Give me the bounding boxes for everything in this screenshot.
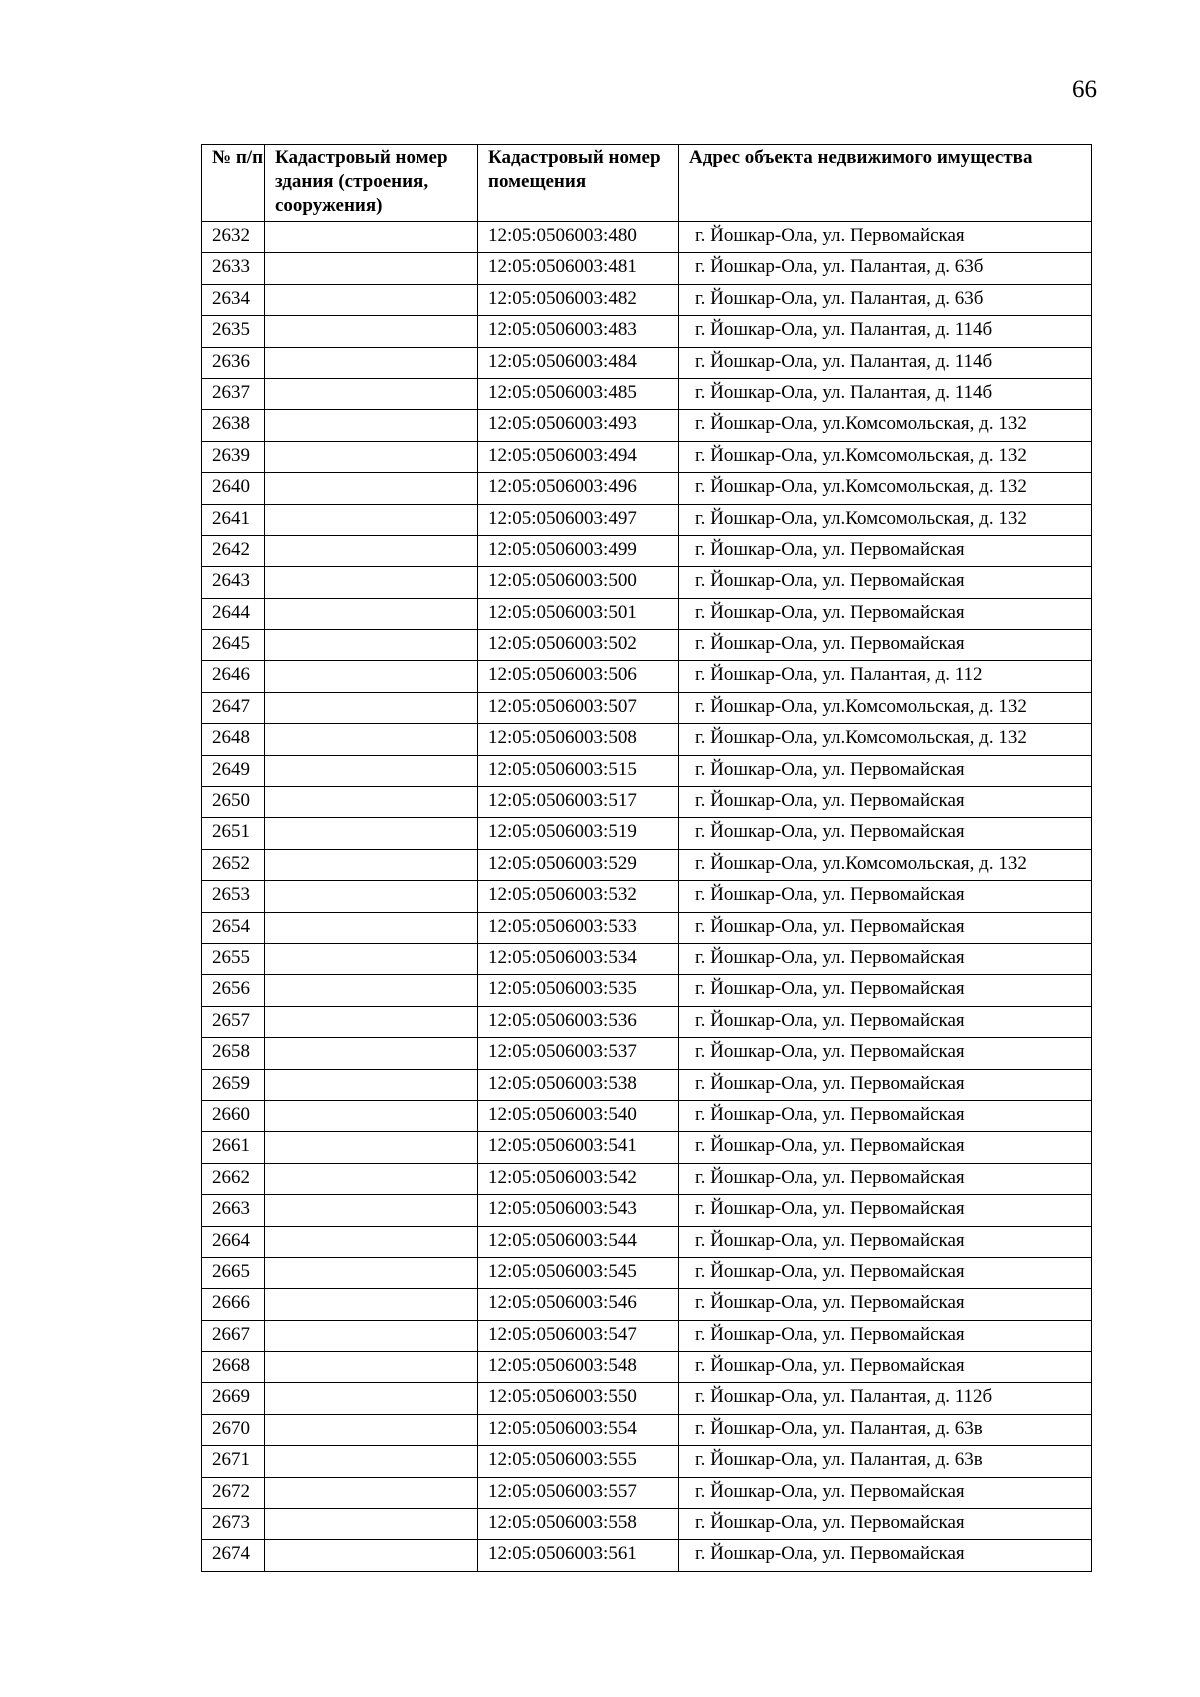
table-row	[202, 1352, 1092, 1383]
cell-building-cadastral	[265, 943, 478, 974]
table-row	[202, 724, 1092, 755]
cell-building-cadastral	[265, 755, 478, 786]
cell-building-cadastral	[265, 1289, 478, 1320]
cell-building-cadastral	[265, 316, 478, 347]
table-row	[202, 692, 1092, 723]
table-row	[202, 567, 1092, 598]
cell-room-cadastral: 12:05:0506003:501	[478, 598, 679, 629]
cell-building-cadastral	[265, 473, 478, 504]
cell-address: г. Йошкар-Ола, ул. Первомайская	[679, 1509, 1092, 1540]
cell-building-cadastral	[265, 975, 478, 1006]
cell-room-cadastral: 12:05:0506003:500	[478, 567, 679, 598]
cell-address: г. Йошкар-Ола, ул. Палантая, д. 112б	[679, 1383, 1092, 1414]
cell-building-cadastral	[265, 1320, 478, 1351]
cell-num: 2656	[202, 975, 265, 1006]
table-row	[202, 284, 1092, 315]
cell-room-cadastral: 12:05:0506003:494	[478, 441, 679, 472]
cell-building-cadastral	[265, 284, 478, 315]
cell-building-cadastral	[265, 692, 478, 723]
cell-room-cadastral: 12:05:0506003:508	[478, 724, 679, 755]
table-row	[202, 881, 1092, 912]
cell-num: 2640	[202, 473, 265, 504]
cell-num: 2644	[202, 598, 265, 629]
cell-num: 2674	[202, 1540, 265, 1571]
cell-building-cadastral	[265, 378, 478, 409]
property-registry-table	[201, 144, 1092, 1572]
cell-room-cadastral: 12:05:0506003:496	[478, 473, 679, 504]
table-row	[202, 975, 1092, 1006]
cell-num: 2670	[202, 1414, 265, 1445]
cell-room-cadastral: 12:05:0506003:558	[478, 1509, 679, 1540]
cell-address: г. Йошкар-Ола, ул. Первомайская	[679, 1006, 1092, 1037]
cell-num: 2666	[202, 1289, 265, 1320]
header-row	[202, 145, 1092, 222]
cell-address: г. Йошкар-Ола, ул. Первомайская	[679, 912, 1092, 943]
cell-building-cadastral	[265, 1446, 478, 1477]
cell-building-cadastral	[265, 1477, 478, 1508]
cell-address: г. Йошкар-Ола, ул. Первомайская	[679, 1195, 1092, 1226]
cell-building-cadastral	[265, 441, 478, 472]
cell-num: 2657	[202, 1006, 265, 1037]
table-row	[202, 1163, 1092, 1194]
table-row	[202, 1289, 1092, 1320]
table-row	[202, 504, 1092, 535]
cell-num: 2636	[202, 347, 265, 378]
cell-address: г. Йошкар-Ола, ул. Палантая, д. 63в	[679, 1414, 1092, 1445]
table-row	[202, 818, 1092, 849]
table-row	[202, 1414, 1092, 1445]
cell-address: г. Йошкар-Ола, ул. Первомайская	[679, 1132, 1092, 1163]
cell-room-cadastral: 12:05:0506003:542	[478, 1163, 679, 1194]
cell-address: г. Йошкар-Ола, ул.Комсомольская, д. 132	[679, 473, 1092, 504]
table-row	[202, 630, 1092, 661]
cell-room-cadastral: 12:05:0506003:532	[478, 881, 679, 912]
cell-room-cadastral: 12:05:0506003:517	[478, 787, 679, 818]
cell-address: г. Йошкар-Ола, ул. Первомайская	[679, 881, 1092, 912]
cell-room-cadastral: 12:05:0506003:519	[478, 818, 679, 849]
cell-num: 2639	[202, 441, 265, 472]
cell-building-cadastral	[265, 630, 478, 661]
table-row	[202, 787, 1092, 818]
cell-room-cadastral: 12:05:0506003:550	[478, 1383, 679, 1414]
cell-room-cadastral: 12:05:0506003:561	[478, 1540, 679, 1571]
cell-building-cadastral	[265, 1226, 478, 1257]
cell-num: 2652	[202, 849, 265, 880]
cell-room-cadastral: 12:05:0506003:497	[478, 504, 679, 535]
cell-num: 2664	[202, 1226, 265, 1257]
cell-address: г. Йошкар-Ола, ул.Комсомольская, д. 132	[679, 504, 1092, 535]
cell-building-cadastral	[265, 1069, 478, 1100]
table-row	[202, 1100, 1092, 1131]
cell-building-cadastral	[265, 535, 478, 566]
cell-building-cadastral	[265, 1006, 478, 1037]
page-number: 66	[1072, 76, 1097, 103]
cell-building-cadastral	[265, 1195, 478, 1226]
cell-room-cadastral: 12:05:0506003:493	[478, 410, 679, 441]
cell-building-cadastral	[265, 1257, 478, 1288]
cell-room-cadastral: 12:05:0506003:545	[478, 1257, 679, 1288]
cell-room-cadastral: 12:05:0506003:540	[478, 1100, 679, 1131]
cell-address: г. Йошкар-Ола, ул. Первомайская	[679, 1100, 1092, 1131]
cell-num: 2663	[202, 1195, 265, 1226]
table-row	[202, 912, 1092, 943]
table-row	[202, 535, 1092, 566]
header-address: Адрес объекта недвижимого имущества	[679, 145, 1092, 222]
cell-building-cadastral	[265, 661, 478, 692]
cell-building-cadastral	[265, 567, 478, 598]
cell-num: 2665	[202, 1257, 265, 1288]
cell-building-cadastral	[265, 1383, 478, 1414]
cell-address: г. Йошкар-Ола, ул. Первомайская	[679, 1320, 1092, 1351]
cell-building-cadastral	[265, 1352, 478, 1383]
cell-num: 2645	[202, 630, 265, 661]
cell-building-cadastral	[265, 1163, 478, 1194]
cell-address: г. Йошкар-Ола, ул. Первомайская	[679, 1540, 1092, 1571]
cell-address: г. Йошкар-Ола, ул. Первомайская	[679, 567, 1092, 598]
cell-room-cadastral: 12:05:0506003:515	[478, 755, 679, 786]
cell-building-cadastral	[265, 1509, 478, 1540]
cell-address: г. Йошкар-Ола, ул. Первомайская	[679, 1352, 1092, 1383]
cell-room-cadastral: 12:05:0506003:557	[478, 1477, 679, 1508]
cell-address: г. Йошкар-Ола, ул. Первомайская	[679, 222, 1092, 253]
cell-building-cadastral	[265, 598, 478, 629]
header-room-cadastral: Кадастровый номер помещения	[478, 145, 679, 222]
cell-address: г. Йошкар-Ола, ул. Палантая, д. 112	[679, 661, 1092, 692]
cell-room-cadastral: 12:05:0506003:536	[478, 1006, 679, 1037]
cell-num: 2647	[202, 692, 265, 723]
table-row	[202, 1383, 1092, 1414]
cell-room-cadastral: 12:05:0506003:546	[478, 1289, 679, 1320]
cell-room-cadastral: 12:05:0506003:548	[478, 1352, 679, 1383]
table-row	[202, 598, 1092, 629]
cell-num: 2648	[202, 724, 265, 755]
cell-num: 2634	[202, 284, 265, 315]
cell-num: 2650	[202, 787, 265, 818]
cell-address: г. Йошкар-Ола, ул. Первомайская	[679, 1477, 1092, 1508]
table-row	[202, 1006, 1092, 1037]
cell-address: г. Йошкар-Ола, ул. Первомайская	[679, 975, 1092, 1006]
cell-room-cadastral: 12:05:0506003:484	[478, 347, 679, 378]
table-row	[202, 1038, 1092, 1069]
cell-room-cadastral: 12:05:0506003:544	[478, 1226, 679, 1257]
cell-num: 2668	[202, 1352, 265, 1383]
table-row	[202, 1509, 1092, 1540]
cell-address: г. Йошкар-Ола, ул. Первомайская	[679, 755, 1092, 786]
cell-address: г. Йошкар-Ола, ул. Первомайская	[679, 1069, 1092, 1100]
cell-room-cadastral: 12:05:0506003:485	[478, 378, 679, 409]
cell-address: г. Йошкар-Ола, ул. Первомайская	[679, 1257, 1092, 1288]
cell-room-cadastral: 12:05:0506003:529	[478, 849, 679, 880]
cell-address: г. Йошкар-Ола, ул.Комсомольская, д. 132	[679, 441, 1092, 472]
table-row	[202, 378, 1092, 409]
cell-room-cadastral: 12:05:0506003:499	[478, 535, 679, 566]
cell-address: г. Йошкар-Ола, ул. Первомайская	[679, 943, 1092, 974]
cell-room-cadastral: 12:05:0506003:480	[478, 222, 679, 253]
cell-num: 2659	[202, 1069, 265, 1100]
table-row	[202, 1446, 1092, 1477]
cell-room-cadastral: 12:05:0506003:547	[478, 1320, 679, 1351]
table-row	[202, 347, 1092, 378]
cell-building-cadastral	[265, 1100, 478, 1131]
cell-address: г. Йошкар-Ола, ул. Первомайская	[679, 787, 1092, 818]
cell-num: 2655	[202, 943, 265, 974]
cell-room-cadastral: 12:05:0506003:482	[478, 284, 679, 315]
cell-num: 2635	[202, 316, 265, 347]
cell-address: г. Йошкар-Ола, ул. Первомайская	[679, 1226, 1092, 1257]
cell-address: г. Йошкар-Ола, ул. Палантая, д. 63б	[679, 284, 1092, 315]
cell-num: 2653	[202, 881, 265, 912]
table-row	[202, 316, 1092, 347]
cell-room-cadastral: 12:05:0506003:483	[478, 316, 679, 347]
cell-num: 2637	[202, 378, 265, 409]
cell-building-cadastral	[265, 1414, 478, 1445]
cell-room-cadastral: 12:05:0506003:502	[478, 630, 679, 661]
cell-address: г. Йошкар-Ола, ул.Комсомольская, д. 132	[679, 849, 1092, 880]
cell-room-cadastral: 12:05:0506003:535	[478, 975, 679, 1006]
table-row	[202, 222, 1092, 253]
header-num: № п/п	[202, 145, 265, 222]
cell-num: 2651	[202, 818, 265, 849]
cell-building-cadastral	[265, 818, 478, 849]
cell-num: 2671	[202, 1446, 265, 1477]
cell-room-cadastral: 12:05:0506003:481	[478, 253, 679, 284]
cell-building-cadastral	[265, 787, 478, 818]
table-row	[202, 1195, 1092, 1226]
cell-room-cadastral: 12:05:0506003:507	[478, 692, 679, 723]
table-row	[202, 1540, 1092, 1571]
table-row	[202, 1320, 1092, 1351]
cell-building-cadastral	[265, 1132, 478, 1163]
cell-num: 2638	[202, 410, 265, 441]
cell-room-cadastral: 12:05:0506003:543	[478, 1195, 679, 1226]
cell-room-cadastral: 12:05:0506003:541	[478, 1132, 679, 1163]
cell-room-cadastral: 12:05:0506003:537	[478, 1038, 679, 1069]
cell-address: г. Йошкар-Ола, ул. Палантая, д. 114б	[679, 316, 1092, 347]
cell-num: 2660	[202, 1100, 265, 1131]
cell-num: 2667	[202, 1320, 265, 1351]
cell-num: 2641	[202, 504, 265, 535]
cell-address: г. Йошкар-Ола, ул.Комсомольская, д. 132	[679, 410, 1092, 441]
cell-building-cadastral	[265, 724, 478, 755]
header-building-cadastral: Кадастровый номер здания (строения, сооружения)	[265, 145, 478, 222]
cell-num: 2654	[202, 912, 265, 943]
cell-building-cadastral	[265, 410, 478, 441]
cell-address: г. Йошкар-Ола, ул. Палантая, д. 63в	[679, 1446, 1092, 1477]
table-row	[202, 1226, 1092, 1257]
cell-num: 2669	[202, 1383, 265, 1414]
cell-num: 2646	[202, 661, 265, 692]
cell-address: г. Йошкар-Ола, ул. Палантая, д. 63б	[679, 253, 1092, 284]
cell-num: 2658	[202, 1038, 265, 1069]
table-row	[202, 943, 1092, 974]
cell-num: 2673	[202, 1509, 265, 1540]
cell-building-cadastral	[265, 1540, 478, 1571]
cell-num: 2662	[202, 1163, 265, 1194]
table-row	[202, 661, 1092, 692]
cell-building-cadastral	[265, 253, 478, 284]
cell-address: г. Йошкар-Ола, ул. Первомайская	[679, 1289, 1092, 1320]
cell-address: г. Йошкар-Ола, ул.Комсомольская, д. 132	[679, 724, 1092, 755]
cell-room-cadastral: 12:05:0506003:506	[478, 661, 679, 692]
cell-address: г. Йошкар-Ола, ул.Комсомольская, д. 132	[679, 692, 1092, 723]
cell-num: 2672	[202, 1477, 265, 1508]
cell-num: 2632	[202, 222, 265, 253]
table-body	[202, 222, 1092, 1572]
cell-building-cadastral	[265, 849, 478, 880]
cell-building-cadastral	[265, 881, 478, 912]
table-row	[202, 1069, 1092, 1100]
cell-address: г. Йошкар-Ола, ул. Первомайская	[679, 598, 1092, 629]
cell-num: 2642	[202, 535, 265, 566]
table-row	[202, 1132, 1092, 1163]
cell-num: 2661	[202, 1132, 265, 1163]
cell-address: г. Йошкар-Ола, ул. Палантая, д. 114б	[679, 378, 1092, 409]
table-row	[202, 473, 1092, 504]
table-row	[202, 849, 1092, 880]
table-row	[202, 441, 1092, 472]
table-row	[202, 755, 1092, 786]
cell-room-cadastral: 12:05:0506003:533	[478, 912, 679, 943]
cell-building-cadastral	[265, 347, 478, 378]
cell-address: г. Йошкар-Ола, ул. Первомайская	[679, 1038, 1092, 1069]
table-row	[202, 1477, 1092, 1508]
cell-building-cadastral	[265, 912, 478, 943]
cell-num: 2633	[202, 253, 265, 284]
cell-num: 2643	[202, 567, 265, 598]
cell-address: г. Йошкар-Ола, ул. Первомайская	[679, 535, 1092, 566]
table-row	[202, 410, 1092, 441]
cell-address: г. Йошкар-Ола, ул. Первомайская	[679, 818, 1092, 849]
cell-num: 2649	[202, 755, 265, 786]
cell-address: г. Йошкар-Ола, ул. Палантая, д. 114б	[679, 347, 1092, 378]
table-row	[202, 1257, 1092, 1288]
cell-room-cadastral: 12:05:0506003:554	[478, 1414, 679, 1445]
cell-building-cadastral	[265, 222, 478, 253]
cell-room-cadastral: 12:05:0506003:555	[478, 1446, 679, 1477]
cell-building-cadastral	[265, 504, 478, 535]
cell-room-cadastral: 12:05:0506003:538	[478, 1069, 679, 1100]
cell-address: г. Йошкар-Ола, ул. Первомайская	[679, 630, 1092, 661]
cell-address: г. Йошкар-Ола, ул. Первомайская	[679, 1163, 1092, 1194]
cell-room-cadastral: 12:05:0506003:534	[478, 943, 679, 974]
table-header	[202, 145, 1092, 222]
table-row	[202, 253, 1092, 284]
cell-building-cadastral	[265, 1038, 478, 1069]
